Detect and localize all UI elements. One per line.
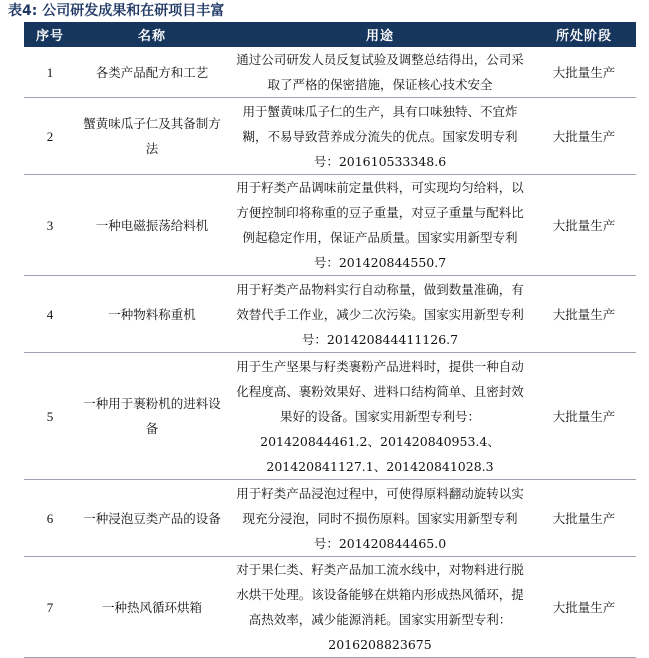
- table-row: [24, 557, 636, 658]
- row-usage: 对于果仁类、籽类产品加工流水线中，对物料进行脱水烘干处理。该设备能够在烘箱内形成热风循环，提高热效率，减少能源消耗。国家实用新型专利：2016208823675: [228, 557, 532, 658]
- rd-projects-table: [24, 22, 636, 658]
- row-name: 一种浸泡豆类产品的设备: [76, 480, 228, 557]
- row-index: 6: [24, 480, 76, 557]
- row-index: 7: [24, 557, 76, 658]
- row-stage: 大批量生产: [532, 353, 636, 480]
- table-row: [24, 47, 636, 98]
- row-stage: 大批量生产: [532, 175, 636, 276]
- row-name: 蟹黄味瓜子仁及其备制方法: [76, 98, 228, 175]
- header-name: 名称: [76, 22, 228, 47]
- header-usage: 用途: [228, 22, 532, 47]
- row-usage: 用于籽类产品物料实行自动称量，做到数量准确，有效替代手工作业，减少二次污染。国家实用新型专利号：201420844411126.7: [228, 276, 532, 353]
- row-index: 2: [24, 98, 76, 175]
- table-row: [24, 175, 636, 276]
- header-index: 序号: [24, 22, 76, 47]
- table-title: 表4: 公司研发成果和在研项目丰富: [8, 3, 225, 19]
- row-stage: 大批量生产: [532, 276, 636, 353]
- row-stage: 大批量生产: [532, 480, 636, 557]
- row-usage: 用于籽类产品浸泡过程中，可使得原料翻动旋转以实现充分浸泡，同时不损伤原料。国家实用新型专利号：201420844465.0: [228, 480, 532, 557]
- row-name: 一种热风循环烘箱: [76, 557, 228, 658]
- row-name: 一种电磁振荡给料机: [76, 175, 228, 276]
- table-row: [24, 98, 636, 175]
- row-usage: 用于籽类产品调味前定量供料，可实现均匀给料，以方便控制印将称重的豆子重量，对豆子重量与配料比例起稳定作用，保证产品质量。国家实用新型专利号：201420844550.7: [228, 175, 532, 276]
- table-row: [24, 353, 636, 480]
- row-name: 一种物料称重机: [76, 276, 228, 353]
- row-stage: 大批量生产: [532, 98, 636, 175]
- row-stage: 大批量生产: [532, 557, 636, 658]
- header-stage: 所处阶段: [532, 22, 636, 47]
- row-usage: 用于蟹黄味瓜子仁的生产，具有口味独特、不宜炸糊，不易导致营养成分流失的优点。国家发明专利号：201610533348.6: [228, 98, 532, 175]
- row-index: 4: [24, 276, 76, 353]
- row-name: 一种用于裹粉机的进料设备: [76, 353, 228, 480]
- row-index: 3: [24, 175, 76, 276]
- table-row: [24, 276, 636, 353]
- row-index: 5: [24, 353, 76, 480]
- row-usage: 通过公司研发人员反复试验及调整总结得出，公司采取了严格的保密措施，保证核心技术安全: [228, 47, 532, 98]
- row-usage: 用于生产坚果与籽类裹粉产品进料时，提供一种自动化程度高、裹粉效果好、进料口结构简单、且密封效果好的设备。国家实用新型专利号：201420844461.2、201420840953.4、201420841127.1、201420841028.3: [228, 353, 532, 480]
- table-row: [24, 480, 636, 557]
- row-index: 1: [24, 47, 76, 98]
- table-header: [24, 22, 636, 47]
- row-name: 各类产品配方和工艺: [76, 47, 228, 98]
- row-stage: 大批量生产: [532, 47, 636, 98]
